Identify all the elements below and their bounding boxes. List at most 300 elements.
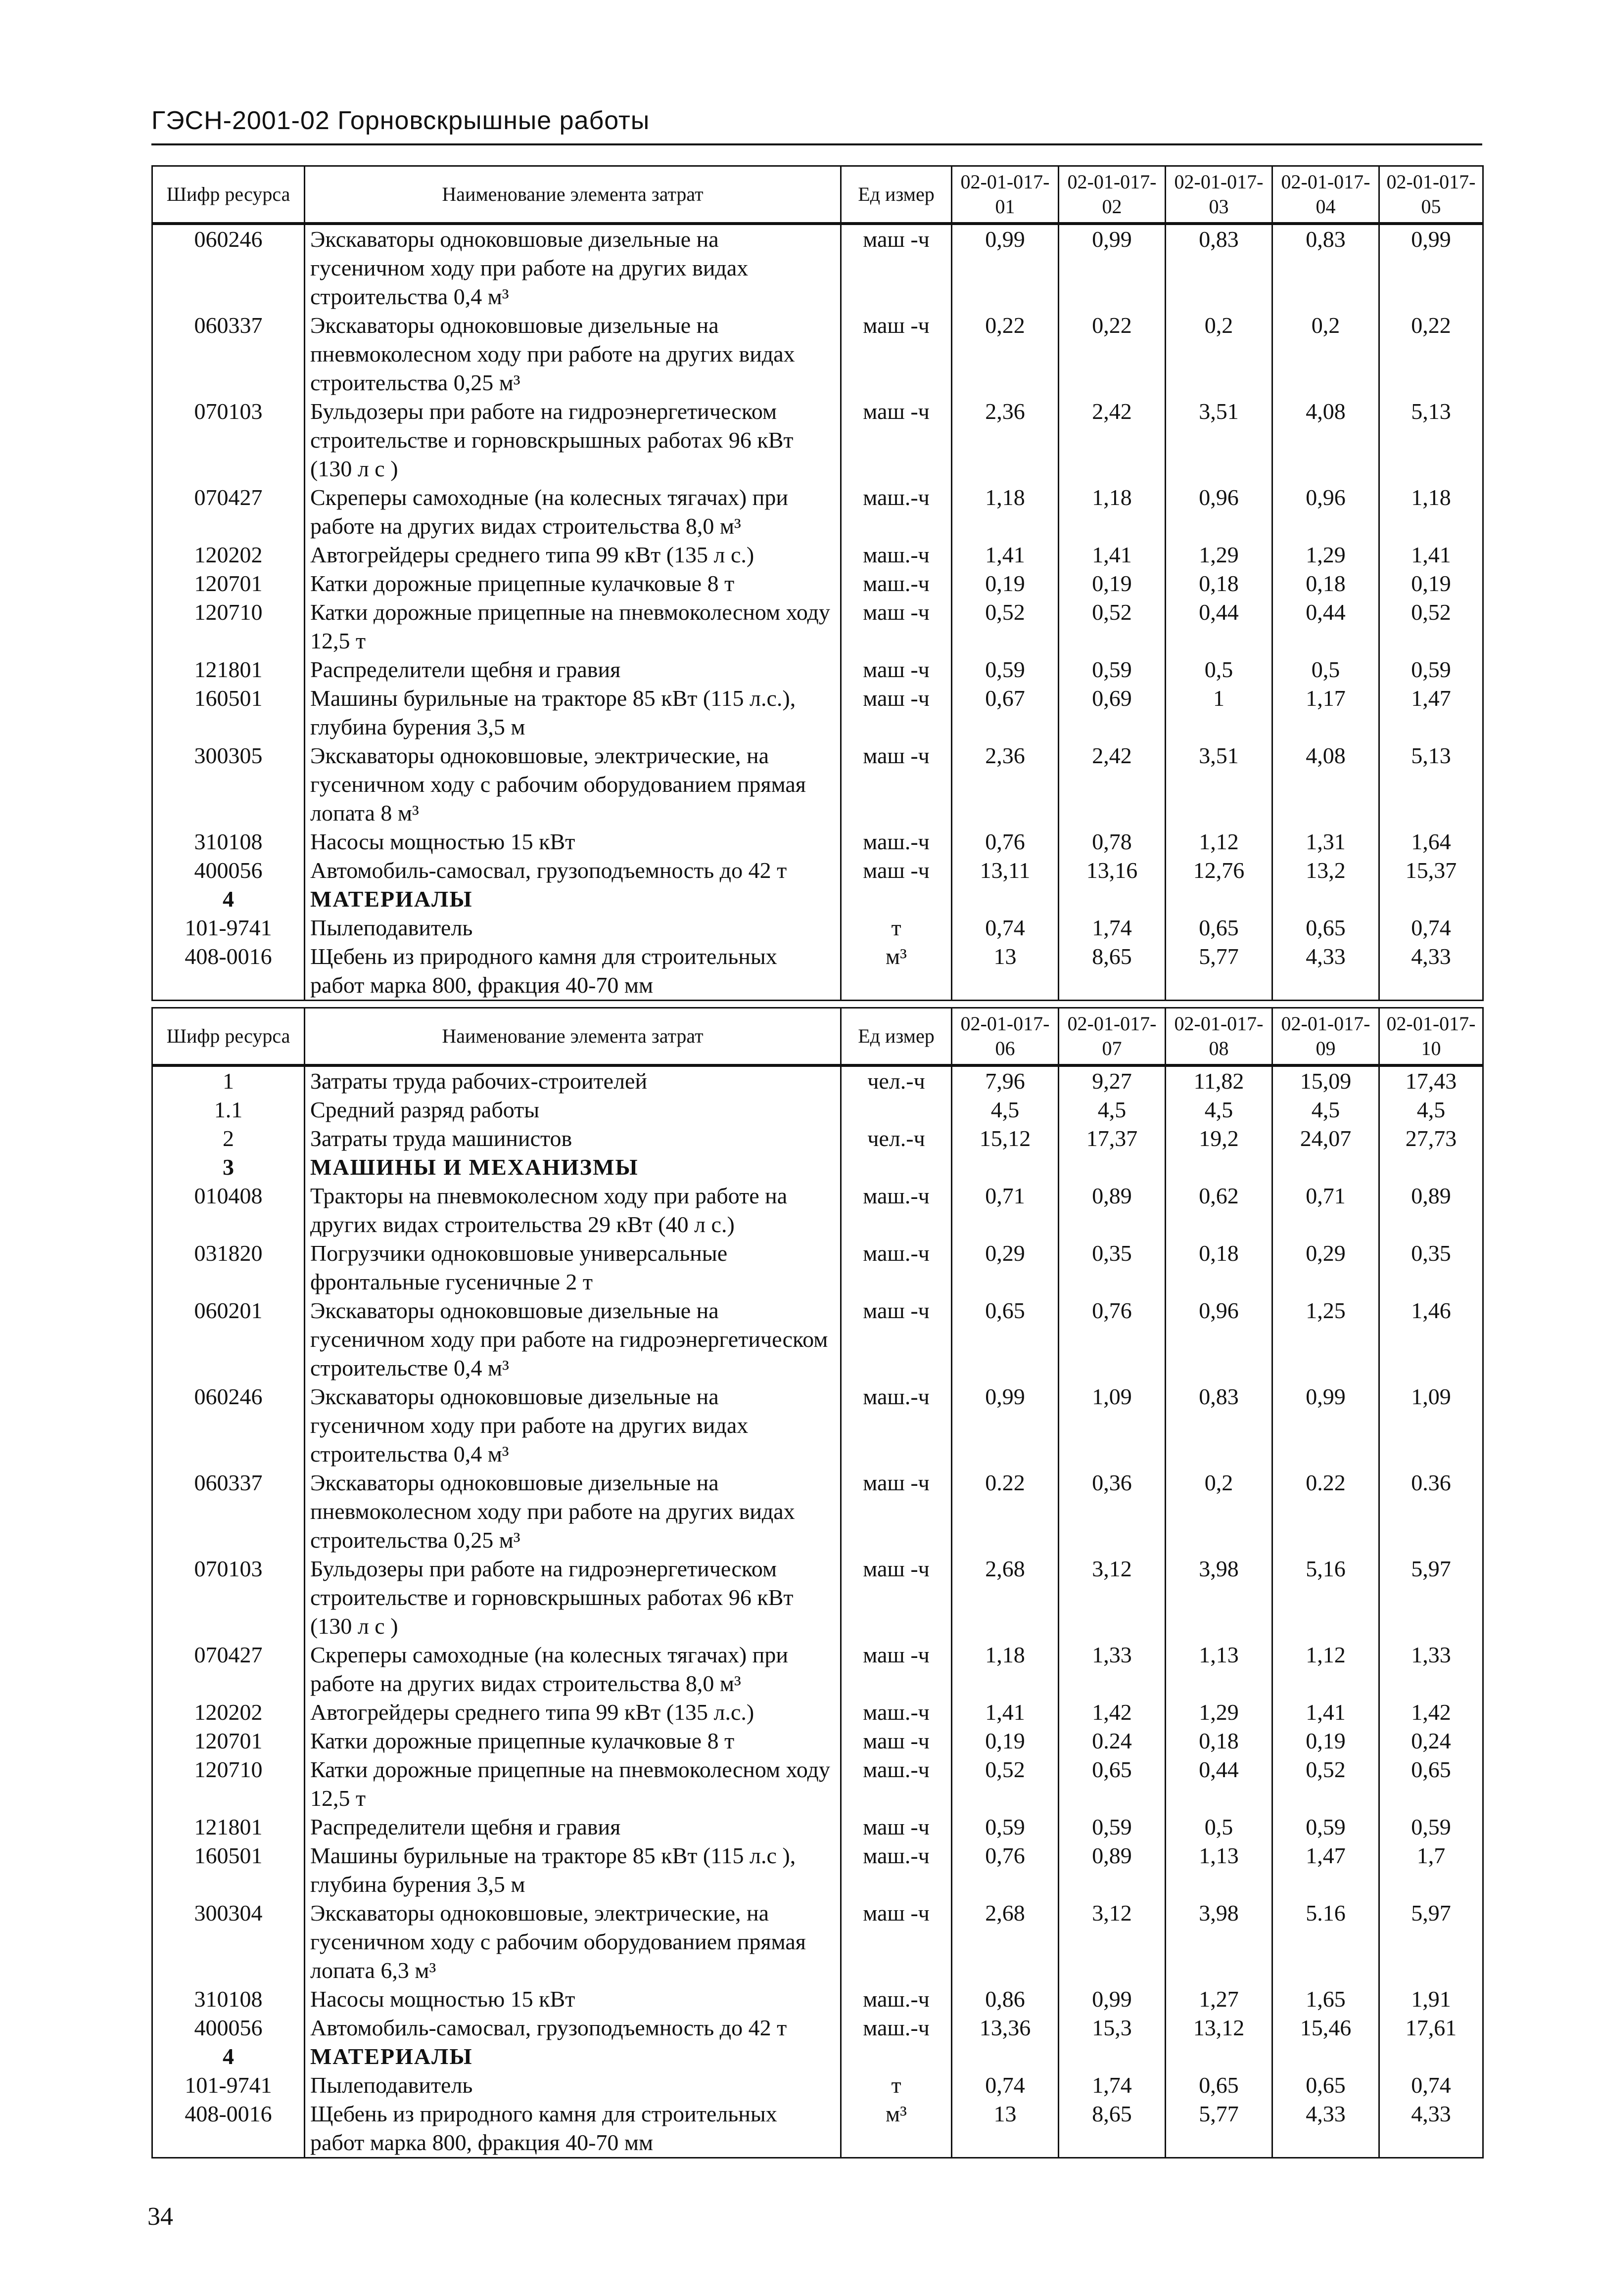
value-cell	[1379, 2042, 1483, 2071]
value-cell: 0,29	[1272, 1239, 1379, 1296]
value-cell: 0,65	[1272, 2071, 1379, 2100]
value-cell: 13	[952, 2100, 1059, 2158]
unit-cell	[841, 885, 952, 914]
resource-code-cell: 408-0016	[152, 942, 305, 1001]
unit-cell: м³	[841, 942, 952, 1001]
value-cell: 1,33	[1059, 1641, 1166, 1698]
table-row	[152, 1755, 1483, 1813]
table-row	[152, 827, 1483, 856]
value-cell: 0,67	[952, 684, 1059, 741]
resource-code-cell: 010408	[152, 1182, 305, 1239]
element-name-cell: Затраты труда машинистов	[305, 1124, 841, 1153]
value-cell	[1166, 885, 1272, 914]
table-row	[152, 2071, 1483, 2100]
value-cell: 0,19	[952, 569, 1059, 598]
value-cell: 27,73	[1379, 1124, 1483, 1153]
unit-cell: маш -ч	[841, 1641, 952, 1698]
element-name-cell: Пылеподавитель	[305, 2071, 841, 2100]
value-cell: 0,18	[1166, 1727, 1272, 1755]
value-cell: 3,12	[1059, 1555, 1166, 1641]
element-name-cell: Тракторы на пневмоколесном ходу при работе на других видах строительства 29 кВт (40 л с.)	[305, 1182, 841, 1239]
table-row	[152, 741, 1483, 827]
value-cell: 0,24	[1379, 1727, 1483, 1755]
value-cell: 13,16	[1059, 856, 1166, 885]
column-header: 02-01-017-07	[1059, 1008, 1166, 1065]
unit-cell: маш -ч	[841, 1899, 952, 1985]
value-cell: 0,99	[1379, 224, 1483, 311]
element-name-cell: Скреперы самоходные (на колесных тягачах) при работе на других видах строительства 8,0 м³	[305, 483, 841, 541]
value-cell: 1,31	[1272, 827, 1379, 856]
unit-cell: маш.-ч	[841, 1382, 952, 1469]
value-cell: 0,89	[1059, 1841, 1166, 1899]
table-row	[152, 914, 1483, 942]
value-cell: 1,41	[952, 541, 1059, 569]
value-cell: 2,42	[1059, 397, 1166, 483]
resource-code-cell: 2	[152, 1124, 305, 1153]
value-cell: 0,52	[1379, 598, 1483, 655]
element-name-cell: МАШИНЫ И МЕХАНИЗМЫ	[305, 1153, 841, 1182]
value-cell: 4,5	[1166, 1096, 1272, 1124]
value-cell: 0,52	[952, 1755, 1059, 1813]
value-cell: 1,29	[1166, 541, 1272, 569]
value-cell	[1166, 2042, 1272, 2071]
resource-code-cell: 070427	[152, 1641, 305, 1698]
value-cell: 0,65	[952, 1296, 1059, 1382]
value-cell: 0,29	[952, 1239, 1059, 1296]
table-header-row	[152, 166, 1483, 224]
value-cell	[1272, 885, 1379, 914]
resource-code-cell: 060337	[152, 1469, 305, 1555]
resource-code-cell: 060201	[152, 1296, 305, 1382]
table-row	[152, 2100, 1483, 2158]
resource-code-cell: 060246	[152, 1382, 305, 1469]
table-row	[152, 1641, 1483, 1698]
value-cell: 1,13	[1166, 1641, 1272, 1698]
value-cell: 0,65	[1166, 2071, 1272, 2100]
element-name-cell: Экскаваторы одноковшовые, электрические, на гусеничном ходу с рабочим оборудованием прямая лопата 6,3 м³	[305, 1899, 841, 1985]
table-row	[152, 483, 1483, 541]
element-name-cell: Щебень из природного камня для строительных работ марка 800, фракция 40-70 мм	[305, 942, 841, 1001]
column-header: 02-01-017-06	[952, 1008, 1059, 1065]
value-cell: 0.36	[1379, 1469, 1483, 1555]
value-cell	[1272, 1153, 1379, 1182]
resource-code-cell: 070427	[152, 483, 305, 541]
element-name-cell: Погрузчики одноковшовые универсальные фронтальные гусеничные 2 т	[305, 1239, 841, 1296]
value-cell: 1,46	[1379, 1296, 1483, 1382]
value-cell: 1,18	[952, 483, 1059, 541]
unit-cell: маш -ч	[841, 741, 952, 827]
value-cell: 13,2	[1272, 856, 1379, 885]
table-row	[152, 541, 1483, 569]
unit-cell: маш.-ч	[841, 569, 952, 598]
resource-code-cell: 120701	[152, 569, 305, 598]
element-name-cell: Насосы мощностью 15 кВт	[305, 827, 841, 856]
value-cell: 0,83	[1166, 1382, 1272, 1469]
table-row	[152, 1841, 1483, 1899]
resource-code-cell: 300304	[152, 1899, 305, 1985]
resource-code-cell: 4	[152, 885, 305, 914]
value-cell: 1,74	[1059, 914, 1166, 942]
value-cell: 1,41	[952, 1698, 1059, 1727]
value-cell: 1,91	[1379, 1985, 1483, 2014]
element-name-cell: Машины бурильные на тракторе 85 кВт (115 л.с ), глубина бурения 3,5 м	[305, 1841, 841, 1899]
element-name-cell: Экскаваторы одноковшовые дизельные на гусеничном ходу при работе на гидроэнергетическом строительстве 0,4 м³	[305, 1296, 841, 1382]
unit-cell: маш.-ч	[841, 2014, 952, 2042]
column-header: 02-01-017-05	[1379, 166, 1483, 224]
column-header: Ед измер	[841, 166, 952, 224]
value-cell: 0,65	[1272, 914, 1379, 942]
value-cell: 0,35	[1059, 1239, 1166, 1296]
column-header: Ед измер	[841, 1008, 952, 1065]
table-row	[152, 1469, 1483, 1555]
value-cell: 1,74	[1059, 2071, 1166, 2100]
resource-code-cell: 060337	[152, 311, 305, 397]
value-cell: 0,89	[1379, 1182, 1483, 1239]
value-cell: 4,33	[1272, 2100, 1379, 2158]
value-cell: 13,12	[1166, 2014, 1272, 2042]
value-cell	[952, 885, 1059, 914]
value-cell: 0,22	[1059, 311, 1166, 397]
element-name-cell: Экскаваторы одноковшовые дизельные на пневмоколесном ходу при работе на других видах строительства 0,25 м³	[305, 1469, 841, 1555]
resource-code-cell: 031820	[152, 1239, 305, 1296]
unit-cell: маш -ч	[841, 1555, 952, 1641]
value-cell: 0,65	[1059, 1755, 1166, 1813]
element-name-cell: Распределители щебня и гравия	[305, 1813, 841, 1841]
unit-cell	[841, 1096, 952, 1124]
value-cell: 3,51	[1166, 397, 1272, 483]
value-cell: 15,37	[1379, 856, 1483, 885]
value-cell: 0,78	[1059, 827, 1166, 856]
value-cell: 1,33	[1379, 1641, 1483, 1698]
value-cell: 5,77	[1166, 2100, 1272, 2158]
value-cell: 4,5	[952, 1096, 1059, 1124]
unit-cell: маш.-ч	[841, 1841, 952, 1899]
resource-code-cell: 160501	[152, 684, 305, 741]
value-cell: 0,76	[952, 1841, 1059, 1899]
value-cell: 19,2	[1166, 1124, 1272, 1153]
value-cell: 0,74	[952, 2071, 1059, 2100]
unit-cell: м³	[841, 2100, 952, 2158]
value-cell: 4,33	[1379, 2100, 1483, 2158]
value-cell: 1,17	[1272, 684, 1379, 741]
unit-cell: маш.-ч	[841, 541, 952, 569]
unit-cell: маш.-ч	[841, 1239, 952, 1296]
value-cell: 2,36	[952, 741, 1059, 827]
table-row	[152, 1182, 1483, 1239]
unit-cell: чел.-ч	[841, 1124, 952, 1153]
resource-code-cell: 101-9741	[152, 914, 305, 942]
resource-code-cell: 300305	[152, 741, 305, 827]
value-cell	[1059, 1153, 1166, 1182]
value-cell: 0,35	[1379, 1239, 1483, 1296]
value-cell: 0.24	[1059, 1727, 1166, 1755]
value-cell: 13,11	[952, 856, 1059, 885]
element-name-cell: Автогрейдеры среднего типа 99 кВт (135 л с.)	[305, 541, 841, 569]
element-name-cell: Бульдозеры при работе на гидроэнергетическом строительстве и горновскрышных работах 96 кВт (130 л с )	[305, 1555, 841, 1641]
value-cell: 5,97	[1379, 1899, 1483, 1985]
resource-code-cell: 400056	[152, 2014, 305, 2042]
value-cell: 4,5	[1379, 1096, 1483, 1124]
value-cell: 0,2	[1272, 311, 1379, 397]
table-row	[152, 655, 1483, 684]
value-cell: 8,65	[1059, 942, 1166, 1001]
resource-code-cell: 070103	[152, 397, 305, 483]
value-cell: 1,65	[1272, 1985, 1379, 2014]
value-cell: 1,41	[1272, 1698, 1379, 1727]
value-cell: 3,98	[1166, 1899, 1272, 1985]
unit-cell: маш.-ч	[841, 827, 952, 856]
value-cell: 12,76	[1166, 856, 1272, 885]
table-row	[152, 1813, 1483, 1841]
value-cell: 5,13	[1379, 741, 1483, 827]
value-cell: 1,25	[1272, 1296, 1379, 1382]
value-cell: 0,74	[952, 914, 1059, 942]
value-cell: 0,5	[1166, 655, 1272, 684]
unit-cell: маш -ч	[841, 1727, 952, 1755]
table-row	[152, 1065, 1483, 1096]
value-cell: 0,2	[1166, 311, 1272, 397]
unit-cell: маш -ч	[841, 224, 952, 311]
column-header: 02-01-017-01	[952, 166, 1059, 224]
value-cell: 1,7	[1379, 1841, 1483, 1899]
resource-code-cell: 121801	[152, 655, 305, 684]
value-cell: 5,13	[1379, 397, 1483, 483]
table-row	[152, 224, 1483, 311]
value-cell	[1379, 1153, 1483, 1182]
value-cell: 0,44	[1166, 598, 1272, 655]
table-row	[152, 1239, 1483, 1296]
value-cell: 5.16	[1272, 1899, 1379, 1985]
value-cell: 4,33	[1272, 942, 1379, 1001]
value-cell: 2,42	[1059, 741, 1166, 827]
resource-code-cell: 1.1	[152, 1096, 305, 1124]
table-row	[152, 1124, 1483, 1153]
value-cell: 0,69	[1059, 684, 1166, 741]
value-cell: 0,19	[1059, 569, 1166, 598]
value-cell: 1,42	[1059, 1698, 1166, 1727]
element-name-cell: Средний разряд работы	[305, 1096, 841, 1124]
value-cell: 0,83	[1166, 224, 1272, 311]
table-row	[152, 2014, 1483, 2042]
element-name-cell: Щебень из природного камня для строительных работ марка 800, фракция 40-70 мм	[305, 2100, 841, 2158]
value-cell: 0,99	[952, 224, 1059, 311]
cost-table-1	[151, 165, 1484, 1001]
unit-cell: маш -ч	[841, 397, 952, 483]
value-cell: 0,44	[1272, 598, 1379, 655]
value-cell	[952, 1153, 1059, 1182]
element-name-cell: Экскаваторы одноковшовые, электрические, на гусеничном ходу с рабочим оборудованием прямая лопата 8 м³	[305, 741, 841, 827]
resource-code-cell: 310108	[152, 1985, 305, 2014]
value-cell: 9,27	[1059, 1065, 1166, 1096]
unit-cell: маш -ч	[841, 684, 952, 741]
value-cell: 0,62	[1166, 1182, 1272, 1239]
table-row	[152, 942, 1483, 1001]
resource-code-cell: 3	[152, 1153, 305, 1182]
unit-cell	[841, 2042, 952, 2071]
table-row	[152, 1899, 1483, 1985]
value-cell: 1,18	[952, 1641, 1059, 1698]
value-cell	[1379, 885, 1483, 914]
value-cell: 2,36	[952, 397, 1059, 483]
value-cell	[1059, 885, 1166, 914]
table-row	[152, 397, 1483, 483]
section-row	[152, 2042, 1483, 2071]
unit-cell: маш -ч	[841, 1813, 952, 1841]
value-cell: 0,76	[952, 827, 1059, 856]
element-name-cell: Автомобиль-самосвал, грузоподъемность до 42 т	[305, 856, 841, 885]
value-cell: 15,46	[1272, 2014, 1379, 2042]
value-cell: 1,27	[1166, 1985, 1272, 2014]
column-header: Наименование элемента затрат	[305, 1008, 841, 1065]
unit-cell: маш.-ч	[841, 1698, 952, 1727]
value-cell: 1,42	[1379, 1698, 1483, 1727]
table-row	[152, 598, 1483, 655]
value-cell: 1,41	[1379, 541, 1483, 569]
unit-cell: чел.-ч	[841, 1065, 952, 1096]
value-cell: 0,52	[952, 598, 1059, 655]
column-header: Шифр ресурса	[152, 1008, 305, 1065]
column-header: 02-01-017-02	[1059, 166, 1166, 224]
value-cell: 0,19	[952, 1727, 1059, 1755]
value-cell: 0,71	[1272, 1182, 1379, 1239]
value-cell: 15,3	[1059, 2014, 1166, 2042]
element-name-cell: МАТЕРИАЛЫ	[305, 2042, 841, 2071]
column-header: 02-01-017-09	[1272, 1008, 1379, 1065]
column-header: Шифр ресурса	[152, 166, 305, 224]
value-cell: 4,5	[1272, 1096, 1379, 1124]
table-row	[152, 1096, 1483, 1124]
unit-cell: маш -ч	[841, 598, 952, 655]
resource-code-cell: 120202	[152, 1698, 305, 1727]
value-cell: 1,47	[1272, 1841, 1379, 1899]
resource-code-cell: 400056	[152, 856, 305, 885]
table-row	[152, 1985, 1483, 2014]
value-cell	[1059, 2042, 1166, 2071]
element-name-cell: Скреперы самоходные (на колесных тягачах) при работе на других видах строительства 8,0 м³	[305, 1641, 841, 1698]
unit-cell: маш.-ч	[841, 1755, 952, 1813]
element-name-cell: Машины бурильные на тракторе 85 кВт (115 л.с.), глубина бурения 3,5 м	[305, 684, 841, 741]
value-cell: 0,18	[1166, 569, 1272, 598]
value-cell: 1,41	[1059, 541, 1166, 569]
value-cell: 0,36	[1059, 1469, 1166, 1555]
value-cell: 1,29	[1272, 541, 1379, 569]
value-cell: 5,16	[1272, 1555, 1379, 1641]
value-cell: 5,97	[1379, 1555, 1483, 1641]
value-cell: 0,5	[1272, 655, 1379, 684]
value-cell: 0,19	[1272, 1727, 1379, 1755]
column-header: 02-01-017-08	[1166, 1008, 1272, 1065]
value-cell: 0,65	[1379, 1755, 1483, 1813]
column-header: 02-01-017-04	[1272, 166, 1379, 224]
table-row	[152, 311, 1483, 397]
value-cell	[1166, 1153, 1272, 1182]
value-cell: 0,59	[952, 1813, 1059, 1841]
value-cell: 1,18	[1059, 483, 1166, 541]
value-cell: 8,65	[1059, 2100, 1166, 2158]
table-row	[152, 1727, 1483, 1755]
element-name-cell: Катки дорожные прицепные на пневмоколесном ходу 12,5 т	[305, 1755, 841, 1813]
element-name-cell: Бульдозеры при работе на гидроэнергетическом строительстве и горновскрышных работах 96 кВт (130 л с )	[305, 397, 841, 483]
value-cell: 0,89	[1059, 1182, 1166, 1239]
element-name-cell: Насосы мощностью 15 кВт	[305, 1985, 841, 2014]
resource-code-cell: 160501	[152, 1841, 305, 1899]
value-cell: 0,74	[1379, 914, 1483, 942]
value-cell: 0,59	[1059, 655, 1166, 684]
resource-code-cell: 120710	[152, 1755, 305, 1813]
element-name-cell: Пылеподавитель	[305, 914, 841, 942]
value-cell	[952, 2042, 1059, 2071]
value-cell: 0,76	[1059, 1296, 1166, 1382]
resource-code-cell: 1	[152, 1065, 305, 1096]
value-cell: 4,08	[1272, 741, 1379, 827]
value-cell: 0,83	[1272, 224, 1379, 311]
value-cell: 1,64	[1379, 827, 1483, 856]
value-cell: 0,59	[1272, 1813, 1379, 1841]
table-header-row	[152, 1008, 1483, 1065]
value-cell: 0,22	[952, 311, 1059, 397]
unit-cell: т	[841, 914, 952, 942]
header-rule	[151, 143, 1482, 145]
resource-code-cell: 120701	[152, 1727, 305, 1755]
element-name-cell: Катки дорожные прицепные на пневмоколесном ходу 12,5 т	[305, 598, 841, 655]
column-header: 02-01-017-10	[1379, 1008, 1483, 1065]
value-cell: 1,47	[1379, 684, 1483, 741]
value-cell: 4,33	[1379, 942, 1483, 1001]
element-name-cell: Затраты труда рабочих-строителей	[305, 1065, 841, 1096]
unit-cell: маш -ч	[841, 1296, 952, 1382]
value-cell: 3,12	[1059, 1899, 1166, 1985]
element-name-cell: Катки дорожные прицепные кулачковые 8 т	[305, 569, 841, 598]
resource-code-cell: 120202	[152, 541, 305, 569]
value-cell: 1,12	[1272, 1641, 1379, 1698]
value-cell: 13,36	[952, 2014, 1059, 2042]
table-row	[152, 684, 1483, 741]
value-cell: 0,59	[1379, 1813, 1483, 1841]
unit-cell: маш -ч	[841, 1469, 952, 1555]
section-row	[152, 885, 1483, 914]
resource-code-cell: 408-0016	[152, 2100, 305, 2158]
value-cell: 0,52	[1059, 598, 1166, 655]
resource-code-cell: 070103	[152, 1555, 305, 1641]
value-cell: 1,13	[1166, 1841, 1272, 1899]
cost-table-2	[151, 1007, 1484, 2158]
table-row	[152, 856, 1483, 885]
value-cell: 0,19	[1379, 569, 1483, 598]
resource-code-cell: 060246	[152, 224, 305, 311]
table-row	[152, 1382, 1483, 1469]
value-cell: 0,59	[1059, 1813, 1166, 1841]
unit-cell: маш.-ч	[841, 1985, 952, 2014]
element-name-cell: Катки дорожные прицепные кулачковые 8 т	[305, 1727, 841, 1755]
value-cell: 1,09	[1379, 1382, 1483, 1469]
value-cell: 1,09	[1059, 1382, 1166, 1469]
value-cell: 0,96	[1272, 483, 1379, 541]
value-cell	[1272, 2042, 1379, 2071]
value-cell: 0,96	[1166, 483, 1272, 541]
value-cell: 0,86	[952, 1985, 1059, 2014]
unit-cell: т	[841, 2071, 952, 2100]
value-cell: 0,71	[952, 1182, 1059, 1239]
column-header: Наименование элемента затрат	[305, 166, 841, 224]
table-row	[152, 569, 1483, 598]
value-cell: 0,99	[1059, 224, 1166, 311]
element-name-cell: Распределители щебня и гравия	[305, 655, 841, 684]
value-cell: 0,52	[1272, 1755, 1379, 1813]
value-cell: 13	[952, 942, 1059, 1001]
value-cell: 4,08	[1272, 397, 1379, 483]
column-header: 02-01-017-03	[1166, 166, 1272, 224]
table-row	[152, 1296, 1483, 1382]
